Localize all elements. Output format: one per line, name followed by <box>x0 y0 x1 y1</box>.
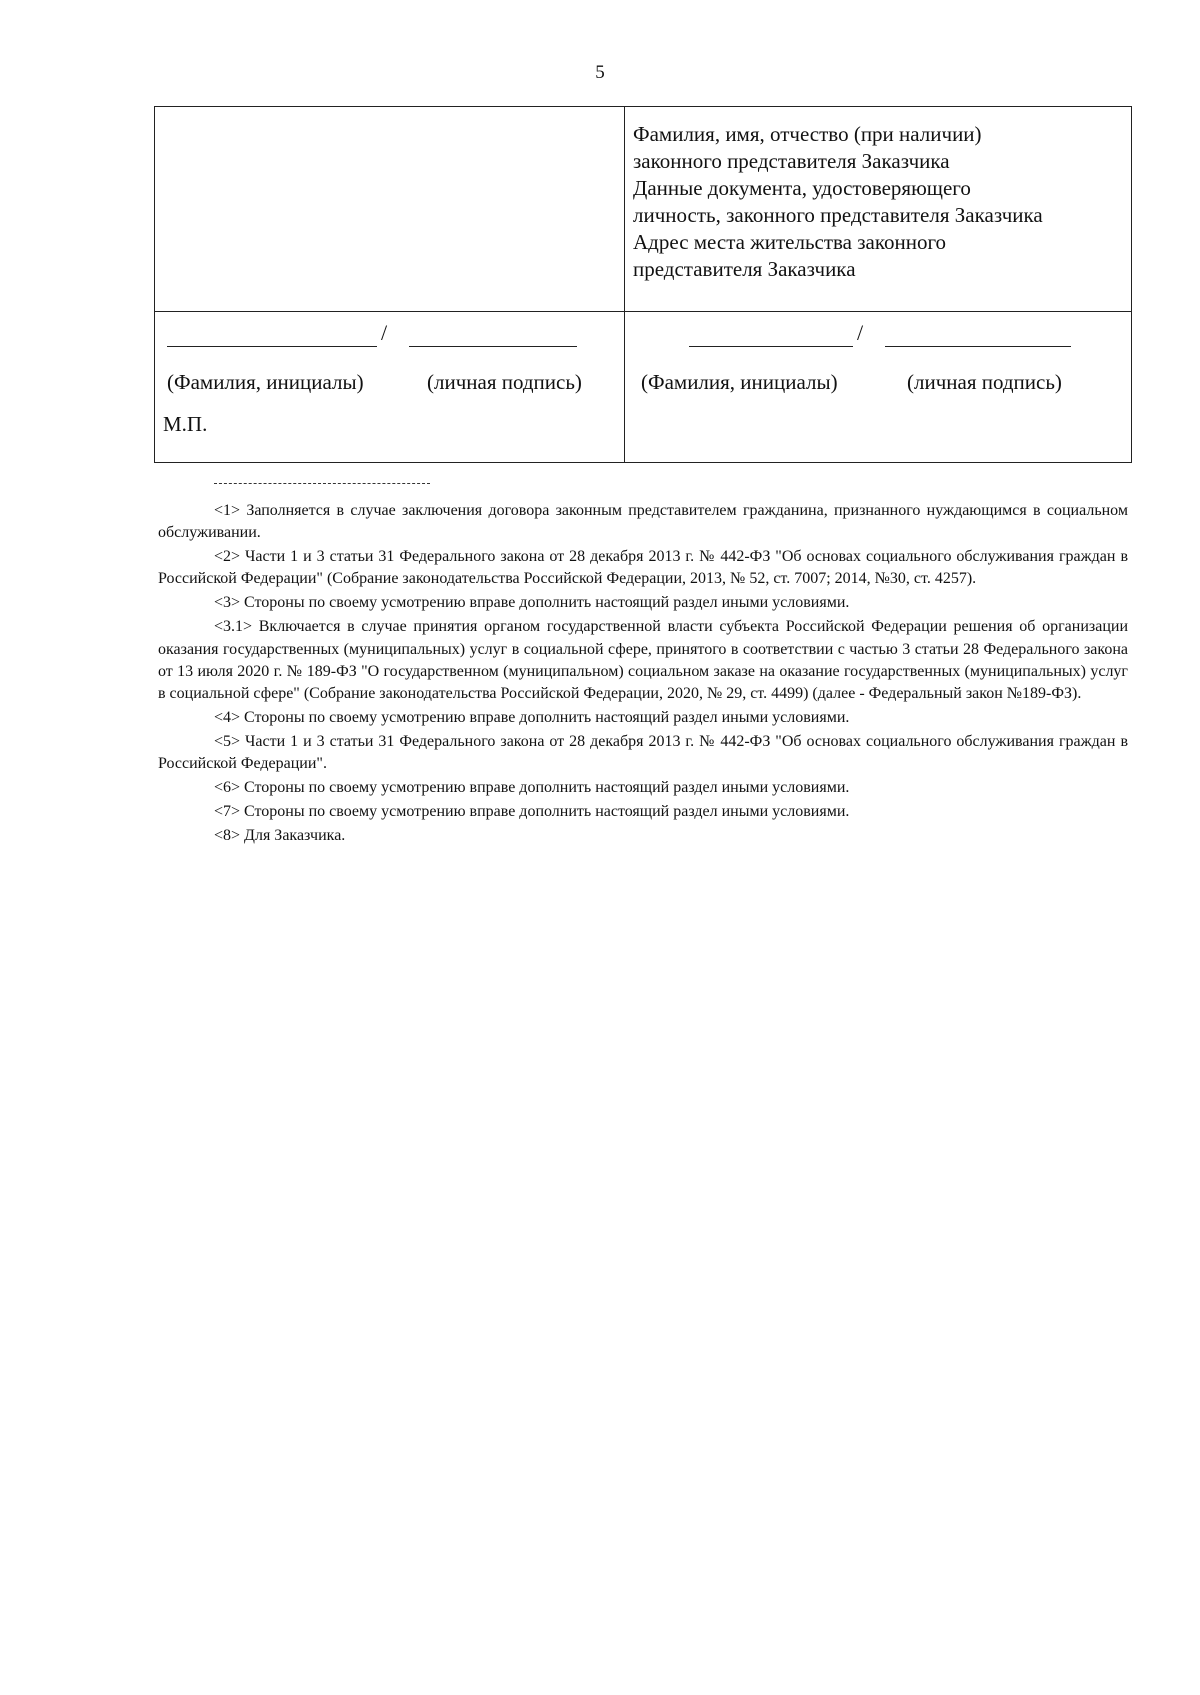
name-underline <box>167 346 377 347</box>
representative-detail-line: Фамилия, имя, отчество (при наличии) <box>633 122 982 146</box>
footnote: <7> Стороны по своему усмотрению вправе дополнить настоящий раздел иными условиями. <box>214 803 850 821</box>
footnotes <box>158 500 1128 849</box>
footnote: <3.1> Включается в случае принятия органом государственной власти субъекта Российской Федерации решения об организации оказания государственных (муниципальных) услуг в социальной сфере, принятого в соответствии с частью 3 статьи 28 Федерального закона от 13 июля 2020 г. № 189-ФЗ "О государственном (муниципальном) социальном заказе на оказание государственных (муниципальных) услуг в социальной сфере" (Собрание законодательства Российской Федерации, 2020, № 29, ст. 4499) (далее - Федеральный закон №189-ФЗ). <box>158 618 1128 703</box>
signature-underline <box>885 346 1071 347</box>
signature-caption: (личная подпись) <box>427 370 582 394</box>
footnote: <2> Части 1 и 3 статьи 31 Федерального закона от 28 декабря 2013 г. № 442-ФЗ "Об основах социального обслуживания граждан в Российской Федерации" (Собрание законодательства Российской Федерации, 2013, № 52, ст. 7007; 2014, №30, ст. 4257). <box>158 548 1128 588</box>
signature-underline <box>409 346 577 347</box>
footnote: <4> Стороны по своему усмотрению вправе дополнить настоящий раздел иными условиями. <box>214 709 850 727</box>
representative-detail-line: законного представителя Заказчика <box>633 149 950 173</box>
page-number: 5 <box>595 62 605 83</box>
name-caption: (Фамилия, инициалы) <box>167 370 364 394</box>
table-cell-top-left <box>155 107 625 312</box>
footnote-separator <box>214 483 430 484</box>
representative-detail-line: представителя Заказчика <box>633 257 856 281</box>
representative-detail-line: Данные документа, удостоверяющего <box>633 176 971 200</box>
representative-detail-line: личность, законного представителя Заказчика <box>633 203 1043 227</box>
footnote: <8> Для Заказчика. <box>214 826 346 844</box>
signature-table <box>154 106 1132 463</box>
left-signature-block <box>155 312 625 463</box>
stamp-placeholder: М.П. <box>163 412 208 436</box>
signature-slash: / <box>857 320 864 345</box>
name-underline <box>689 346 853 347</box>
signature-slash: / <box>381 320 388 345</box>
footnote: <6> Стороны по своему усмотрению вправе дополнить настоящий раздел иными условиями. <box>214 779 850 797</box>
footnote: <3> Стороны по своему усмотрению вправе дополнить настоящий раздел иными условиями. <box>214 594 850 612</box>
signature-caption: (личная подпись) <box>907 370 1062 394</box>
name-caption: (Фамилия, инициалы) <box>641 370 838 394</box>
representative-detail-line: Адрес места жительства законного <box>633 230 947 254</box>
footnote: <5> Части 1 и 3 статьи 31 Федерального закона от 28 декабря 2013 г. № 442-ФЗ "Об основах социального обслуживания граждан в Российской Федерации". <box>158 732 1128 773</box>
footnote: <1> Заполняется в случае заключения договора законным представителем гражданина, признанного нуждающимся в социальном обслуживании. <box>158 502 1128 542</box>
right-signature-block <box>625 312 1132 463</box>
table-cell-representative-details <box>625 107 1132 312</box>
